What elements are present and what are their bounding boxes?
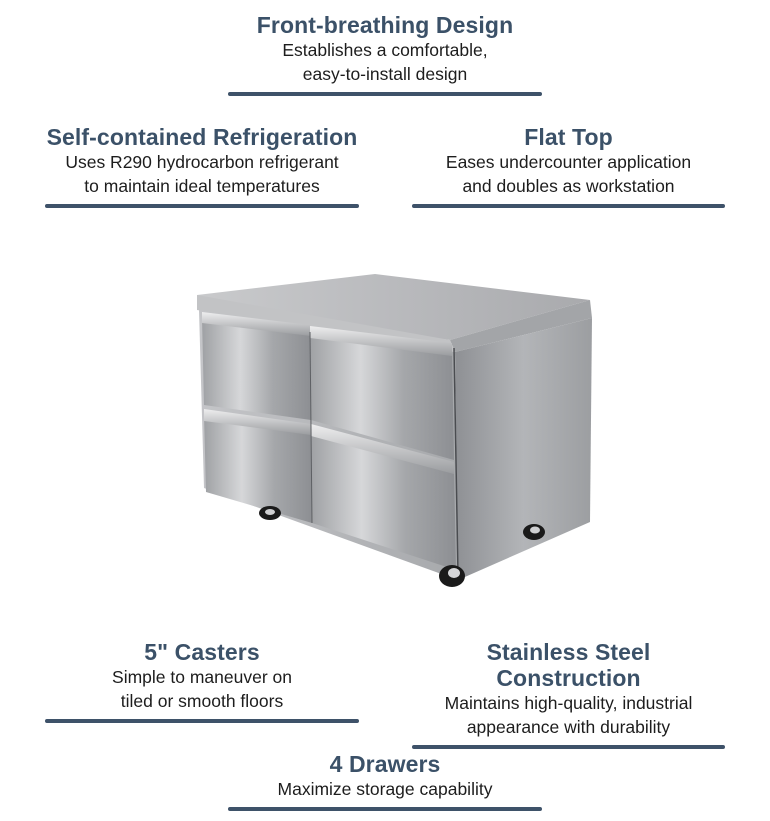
feature-front-breathing-design xyxy=(228,12,542,96)
divider-rule xyxy=(412,745,725,749)
feature-casters xyxy=(45,639,359,723)
feature-4-drawers xyxy=(228,751,542,811)
caster-icon xyxy=(523,524,545,540)
feature-description-line: appearance with durability xyxy=(466,717,671,737)
feature-description-line: easy-to-install design xyxy=(302,64,468,84)
feature-description-line: Simple to maneuver on xyxy=(112,667,292,687)
feature-stainless-steel-construction xyxy=(412,639,725,749)
divider-rule xyxy=(228,92,542,96)
feature-description-line: Maintains high-quality, industrial xyxy=(444,693,693,713)
feature-description-line: Uses R290 hydrocarbon refrigerant xyxy=(65,152,339,172)
feature-title: Stainless Steel Construction xyxy=(486,639,651,691)
drawer-top-left xyxy=(202,312,311,420)
feature-description-line: tiled or smooth floors xyxy=(120,691,284,711)
divider-rule xyxy=(228,807,542,811)
feature-description-line: Establishes a comfortable, xyxy=(282,40,488,60)
feature-description-line: Maximize storage capability xyxy=(277,779,493,799)
caster-icon xyxy=(259,506,281,520)
feature-description-line: to maintain ideal temperatures xyxy=(84,176,320,196)
feature-title: Front-breathing Design xyxy=(256,12,514,38)
feature-description-line: Eases undercounter application xyxy=(445,152,692,172)
feature-title: 5" Casters xyxy=(144,639,260,665)
feature-title: Self-contained Refrigeration xyxy=(46,124,358,150)
feature-title: Flat Top xyxy=(524,124,613,150)
divider-rule xyxy=(45,204,359,208)
feature-self-contained-refrigeration xyxy=(45,124,359,208)
side-panel xyxy=(455,318,592,580)
feature-title: 4 Drawers xyxy=(329,751,441,777)
divider-rule xyxy=(45,719,359,723)
product-image-undercounter-refrigerator xyxy=(190,270,610,600)
caster-icon xyxy=(439,565,465,587)
drawer-bottom-left xyxy=(204,409,312,523)
feature-flat-top xyxy=(412,124,725,208)
divider-rule xyxy=(412,204,725,208)
feature-description-line: and doubles as workstation xyxy=(462,176,675,196)
